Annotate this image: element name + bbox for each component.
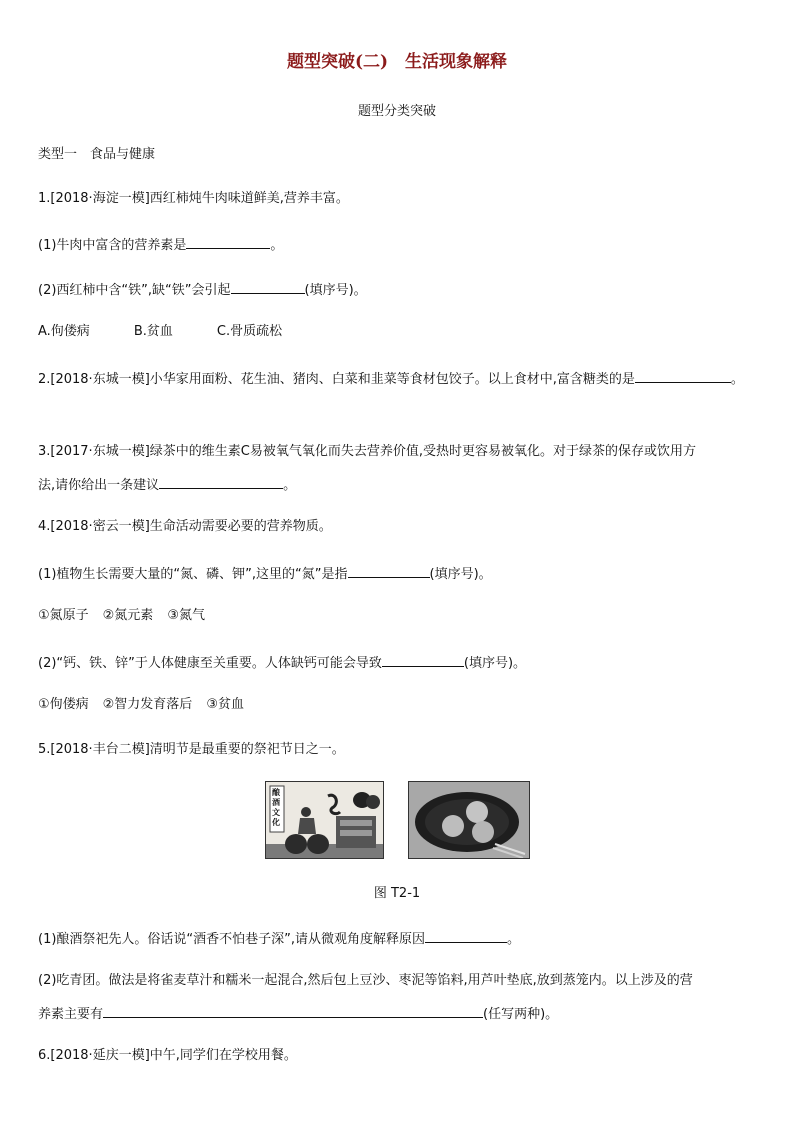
q5-part1: (1)酿酒祭祀先人。俗话说“酒香不怕巷子深”,请从微观角度解释原因 。 [38,928,520,949]
q4-option2-2: ②智力发育落后 [102,697,193,712]
q1-stem: 1.[2018·海淀一模]西红柿炖牛肉味道鲜美,营养丰富。 [38,191,349,206]
q4-part2: (2)“钙、铁、锌”于人体健康至关重要。人体缺钙可能会导致 (填序号)。 [38,652,526,673]
q4-part1-blank[interactable] [348,563,430,578]
q1-part1-blank[interactable] [186,234,270,249]
page-title: 题型突破(二) 生活现象解释 [286,52,508,72]
qingtuan-photo [408,781,530,859]
q5-part2-blank[interactable] [103,1003,483,1018]
q4-option1-3: ③氮气 [167,608,205,623]
figure-caption: 图 T2-1 [373,886,421,901]
qingtuan-photo-svg [409,782,529,858]
q4-option1-1: ①氮原子 [38,608,89,623]
q2-stem: 2.[2018·东城一模]小华家用面粉、花生油、猪肉、白菜和韭菜等食材包饺子。以上食材中,富含糖类的是 。 [38,368,744,389]
q1-option-b: B.贫血 [133,324,173,339]
section-heading: 类型一 食品与健康 [38,147,156,162]
q1-options [38,323,326,341]
q5-part1-blank[interactable] [425,928,507,943]
q1-part2: (2)西红柿中含“铁”,缺“铁”会引起 (填序号)。 [38,279,367,300]
q6-stem: 6.[2018·延庆一模]中午,同学们在学校用餐。 [38,1048,297,1063]
brewing-illustration [265,781,384,859]
q4-option2-3: ③贫血 [206,697,244,712]
q4-part2-blank[interactable] [382,652,464,667]
q1-option-a: A.佝偻病 [38,324,90,339]
q3-blank[interactable] [159,474,283,489]
q3-line1: 3.[2017·东城一模]绿茶中的维生素C易被氧气氧化而失去营养价值,受热时更容易被氧化。对于绿茶的保存或饮用方 [38,444,696,459]
q4-part1: (1)植物生长需要大量的“氮、磷、钾”,这里的“氮”是指 (填序号)。 [38,563,492,584]
brewing-illustration-svg [266,782,383,858]
q5-part2-line2: 养素主要有 (任写两种)。 [38,1003,558,1024]
q1-part2-blank[interactable] [231,279,305,294]
q2-blank[interactable] [635,368,731,383]
q5-part2-line1: (2)吃青团。做法是将雀麦草汁和糯米一起混合,然后包上豆沙、枣泥等馅料,用芦叶垫底,放到蒸笼内。以上涉及的营 [38,973,693,988]
q5-stem: 5.[2018·丰台二模]清明节是最重要的祭祀节日之一。 [38,742,345,757]
q1-part1: (1)牛肉中富含的营养素是 。 [38,234,283,255]
q4-option1-2: ②氮元素 [102,608,154,623]
q4-option2-1: ①佝偻病 [38,697,89,712]
q4-options1 [38,607,219,625]
banner-text: 酿酒文化 [272,788,280,827]
q4-stem: 4.[2018·密云一模]生命活动需要必要的营养物质。 [38,519,332,534]
q1-option-c: C.骨质疏松 [216,324,283,339]
q3-line2: 法,请你给出一条建议 。 [38,474,296,495]
q4-options2 [38,696,258,714]
page-subtitle: 题型分类突破 [357,104,436,119]
